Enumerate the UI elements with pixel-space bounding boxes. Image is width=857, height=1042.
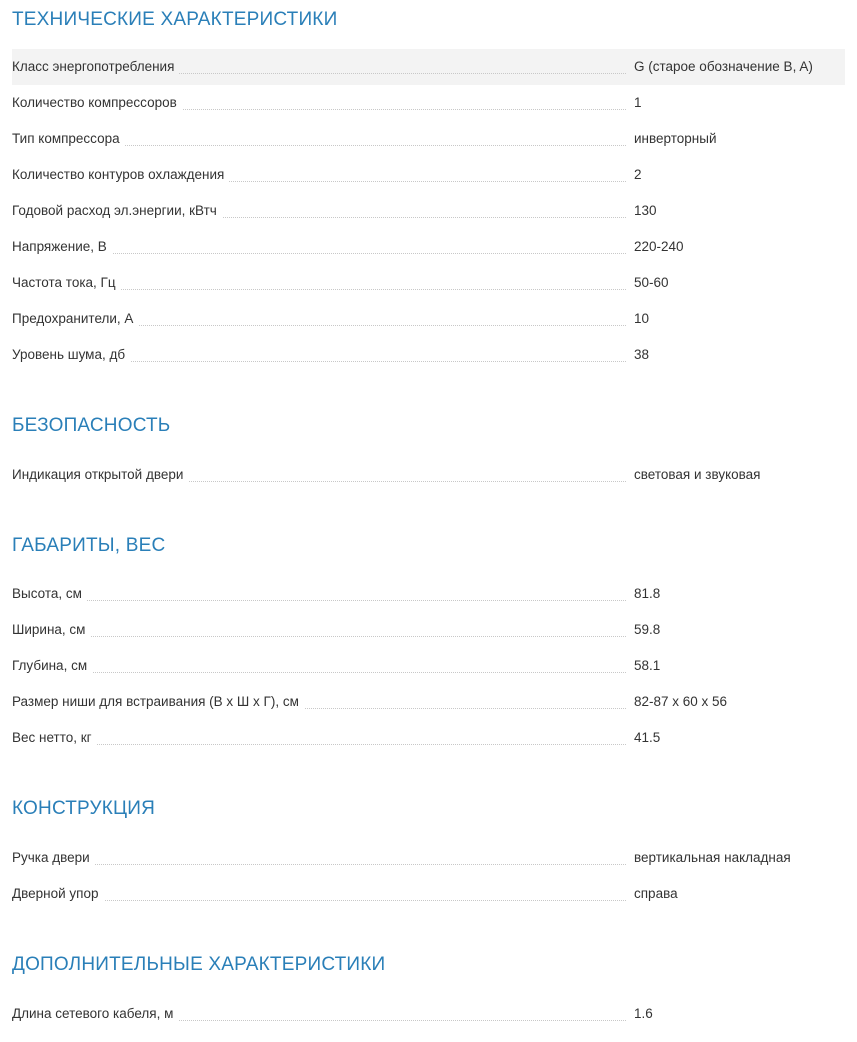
table-row <box>12 720 845 756</box>
table-row <box>12 457 845 493</box>
specs-table <box>12 457 845 493</box>
spec-name-cell <box>12 876 634 912</box>
spec-value: 58.1 <box>634 658 661 674</box>
dotted-leader <box>14 672 626 673</box>
spec-name-cell <box>12 720 634 756</box>
table-row <box>12 684 845 720</box>
spec-name: Частота тока, Гц <box>12 275 121 290</box>
specs-table <box>12 49 845 373</box>
table-row <box>12 85 845 121</box>
spec-name: Длина сетевого кабеля, м <box>12 1006 178 1021</box>
dotted-leader <box>14 744 626 745</box>
spec-value: 130 <box>634 202 657 218</box>
spec-name-cell <box>12 121 634 157</box>
table-row <box>12 193 845 229</box>
spec-value: справа <box>634 886 678 902</box>
spec-value: вертикальная накладная <box>634 850 791 866</box>
table-row <box>12 840 845 876</box>
dotted-leader <box>14 600 626 601</box>
specs-table <box>12 996 845 1032</box>
section-construction <box>12 756 845 912</box>
table-row <box>12 337 845 373</box>
spec-value: 82-87 x 60 x 56 <box>634 694 728 710</box>
table-row <box>12 876 845 912</box>
spec-name: Напряжение, В <box>12 239 112 254</box>
spec-name: Глубина, см <box>12 658 92 673</box>
spec-value: 1 <box>634 94 642 110</box>
spec-name: Количество контуров охлаждения <box>12 167 229 182</box>
spec-name-cell <box>12 85 634 121</box>
dotted-leader <box>14 900 626 901</box>
spec-name: Количество компрессоров <box>12 95 182 110</box>
section-safety <box>12 373 845 493</box>
section-title: КОНСТРУКЦИЯ <box>12 798 156 820</box>
table-row <box>12 121 845 157</box>
spec-value: 41.5 <box>634 730 661 746</box>
spec-name: Вес нетто, кг <box>12 730 97 745</box>
table-row <box>12 648 845 684</box>
section-title: ГАБАРИТЫ, ВЕС <box>12 534 166 556</box>
section-title: БЕЗОПАСНОСТЬ <box>12 414 171 436</box>
spec-name-cell <box>12 576 634 612</box>
section-dimensions-weight <box>12 493 845 757</box>
spec-name: Размер ниши для встраивания (В х Ш х Г), см <box>12 694 304 709</box>
spec-value: 1.6 <box>634 1005 653 1021</box>
spec-name-cell <box>12 49 634 85</box>
spec-name: Дверной упор <box>12 886 104 901</box>
spec-name-cell <box>12 265 634 301</box>
spec-value: световая и звуковая <box>634 466 761 482</box>
section-additional-specs <box>12 912 845 1032</box>
spec-value: 2 <box>634 166 642 182</box>
spec-name-cell <box>12 648 634 684</box>
spec-name: Класс энергопотребления <box>12 59 179 74</box>
spec-name-cell <box>12 337 634 373</box>
spec-name-cell <box>12 612 634 648</box>
spec-name: Предохранители, А <box>12 311 138 326</box>
specs-table <box>12 576 845 756</box>
spec-name-cell <box>12 229 634 265</box>
dotted-leader <box>14 636 626 637</box>
spec-name: Уровень шума, дб <box>12 347 130 362</box>
spec-value: 59.8 <box>634 622 661 638</box>
table-row <box>12 157 845 193</box>
spec-name: Ручка двери <box>12 850 95 865</box>
spec-name-cell <box>12 157 634 193</box>
table-row <box>12 301 845 337</box>
spec-name: Высота, см <box>12 586 87 601</box>
table-row <box>12 49 845 85</box>
spec-name: Ширина, см <box>12 622 90 637</box>
spec-value: 38 <box>634 346 650 362</box>
section-title: ТЕХНИЧЕСКИЕ ХАРАКТЕРИСТИКИ <box>12 9 338 30</box>
spec-name-cell <box>12 301 634 337</box>
table-row <box>12 229 845 265</box>
table-row <box>12 576 845 612</box>
spec-name: Тип компрессора <box>12 131 125 146</box>
spec-value: 81.8 <box>634 586 661 602</box>
table-row <box>12 265 845 301</box>
spec-name: Годовой расход эл.энергии, кВтч <box>12 203 222 218</box>
table-row <box>12 612 845 648</box>
spec-name: Индикация открытой двери <box>12 467 188 482</box>
table-row <box>12 996 845 1032</box>
specs-table <box>12 840 845 912</box>
spec-value: 10 <box>634 310 650 326</box>
spec-value: 50-60 <box>634 274 669 290</box>
spec-name-cell <box>12 840 634 876</box>
section-technical-specs <box>12 0 845 373</box>
spec-value: G (старое обозначение B, A) <box>634 49 845 85</box>
spec-value: инверторный <box>634 130 717 146</box>
spec-name-cell <box>12 684 634 720</box>
spec-name-cell <box>12 457 634 493</box>
dotted-leader <box>14 864 626 865</box>
section-title: ДОПОЛНИТЕЛЬНЫЕ ХАРАКТЕРИСТИКИ <box>12 954 386 976</box>
spec-name-cell <box>12 193 634 229</box>
spec-value: 220-240 <box>634 238 684 254</box>
spec-name-cell <box>12 996 634 1032</box>
